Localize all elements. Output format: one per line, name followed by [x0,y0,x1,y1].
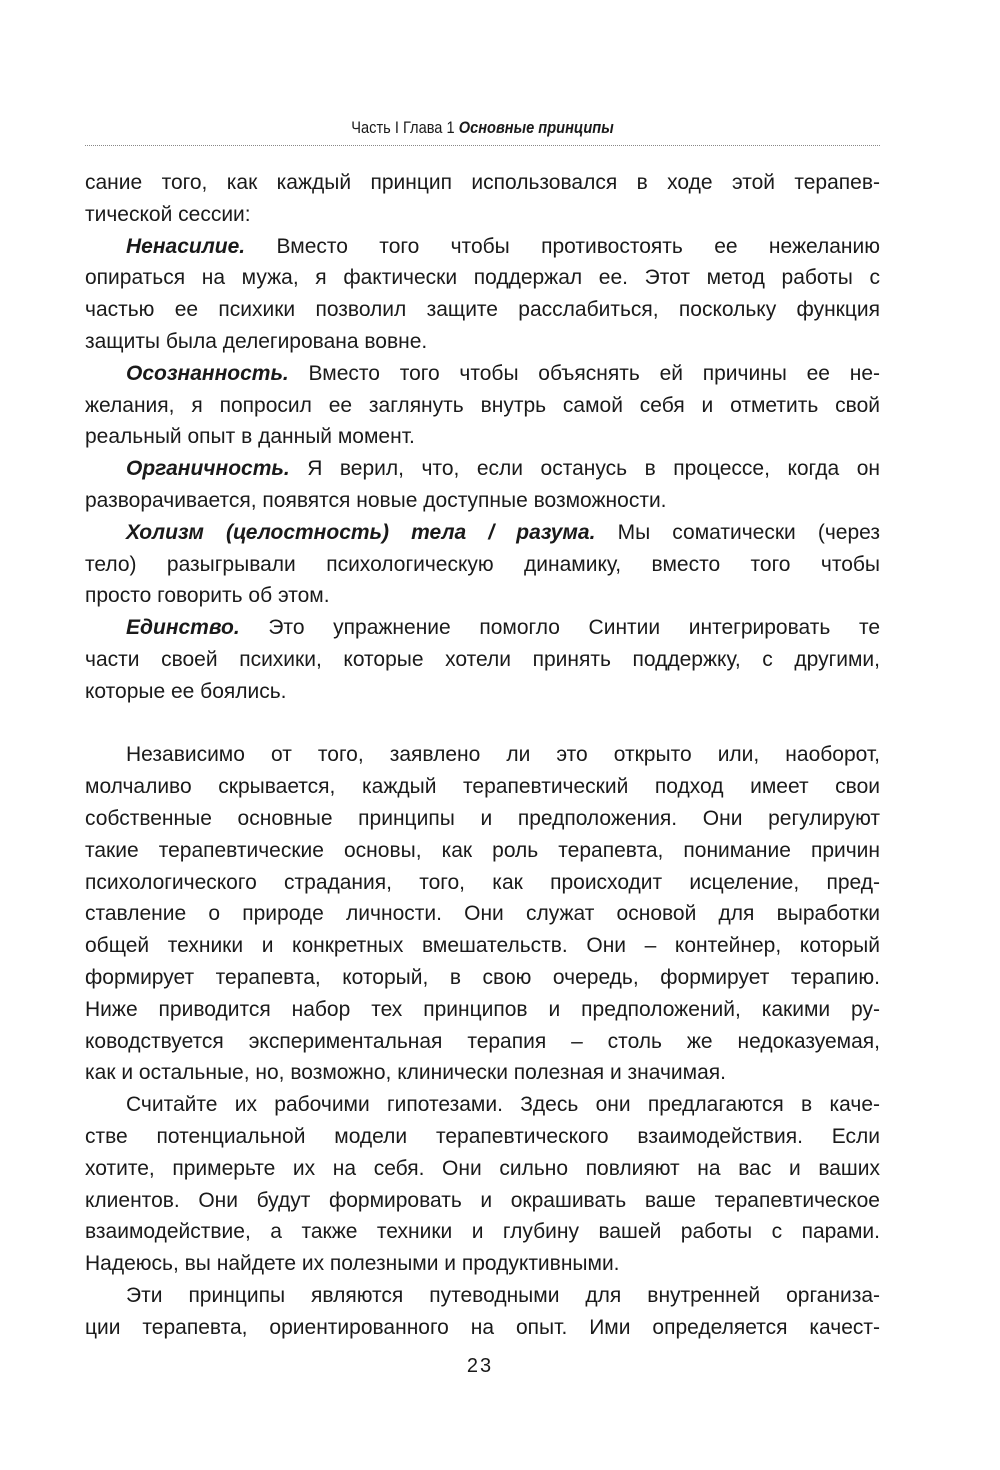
text-line [85,358,880,390]
text-line [85,962,880,994]
line-text: психологического страдания, того, как происходит исцеление, пред- [85,870,880,894]
text-line [85,262,880,294]
text-line [85,1280,880,1312]
line-text: такие терапевтические основы, как роль терапевта, понимание причин [85,838,880,862]
text-line [85,231,880,263]
running-header [141,118,825,138]
line-text: общей техники и конкретных вмешательств. Они – контейнер, который [85,934,880,958]
text-line [85,1121,880,1153]
line-text: собственные основные принципы и предположения. Они регулируют [85,806,880,830]
text-line [85,1312,880,1344]
line-text: защиты была делегирована вовне. [85,329,428,353]
text-line [85,1089,880,1121]
header-part: Часть I Глава 1 [351,118,455,137]
principle-term: Органичность. [126,457,290,481]
line-text: ции терапевта, ориентированного на опыт. Ими определяется качест- [85,1315,880,1339]
line-text: молчаливо скрывается, каждый терапевтический подход имеет свои [85,775,880,799]
text-line [85,167,880,199]
line-text: Ниже приводится набор тех принципов и предположений, какими ру- [85,997,880,1021]
text-line [85,930,880,962]
section-gap [85,708,880,740]
line-text: формирует терапевта, который, в свою очередь, формирует терапию. [85,965,880,989]
text-line [85,994,880,1026]
principle-term: Ненасилие. [126,234,246,258]
text-line [85,612,880,644]
header-title: Основные принципы [458,118,614,137]
line-text: Вместо того чтобы противостоять ее нежеланию [245,234,880,258]
text-line [85,453,880,485]
text-line [85,294,880,326]
text-line [85,1216,880,1248]
line-text: желания, я попросил ее заглянуть внутрь самой себя и отметить свой [85,393,880,417]
text-line [85,421,880,453]
text-line [85,485,880,517]
line-text: частью ее психики позволил защите расслабиться, поскольку функция [85,298,880,322]
line-text: просто говорить об этом. [85,584,330,608]
text-line [85,580,880,612]
line-text: взаимодействие, а также техники и глубину вашей работы с парами. [85,1220,880,1244]
line-text: тической сессии: [85,202,251,226]
principle-term: Осознанность. [126,361,289,385]
line-text: тело) разыгрывали психологическую динамику, вместо того чтобы [85,552,880,576]
line-text: хотите, примерьте их на себя. Они сильно повлияют на вас и ваших [85,1156,880,1180]
text-line [85,867,880,899]
line-text: Надеюсь, вы найдете их полезными и продуктивными. [85,1252,620,1276]
text-line [85,549,880,581]
text-line [85,390,880,422]
line-text: разворачивается, появятся новые доступные возможности. [85,488,667,512]
text-line [85,1026,880,1058]
line-text: Мы соматически (через [595,520,881,544]
text-line [85,898,880,930]
text-line [85,1248,880,1280]
text-line [85,771,880,803]
line-text: Считайте их рабочими гипотезами. Здесь они предлагаются в каче- [126,1093,880,1117]
line-text: Независимо от того, заявлено ли это открыто или, наоборот, [126,743,880,767]
text-line [85,1185,880,1217]
line-text: сание того, как каждый принцип использовался в ходе этой терапев- [85,171,880,194]
text-line [85,644,880,676]
line-text: Я верил, что, если останусь в процессе, когда он [289,457,880,481]
principle-term: Единство. [126,616,240,640]
text-line [85,676,880,708]
text-line [85,739,880,771]
line-text: опираться на мужа, я фактически поддержал ее. Этот метод работы с [85,266,880,290]
page-number: 23 [466,1355,494,1377]
text-line [85,1153,880,1185]
line-text: ководствуется экспериментальная терапия – столь же недоказуемая, [85,1029,880,1053]
line-text: Это упражнение помогло Синтии интегрировать те [239,616,880,640]
line-text: реальный опыт в данный момент. [85,425,415,449]
text-line [85,517,880,549]
line-text: стве потенциальной модели терапевтического взаимодействия. Если [85,1124,880,1148]
principle-term: Холизм (целостность) тела / разума. [126,520,596,544]
header-divider [85,145,880,146]
line-text: Вместо того чтобы объяснять ей причины ее не- [288,361,880,385]
line-text: части своей психики, которые хотели принять поддержку, с другими, [85,647,880,671]
line-text: Эти принципы являются путеводными для внутренней организа- [126,1283,880,1307]
text-line [85,803,880,835]
line-text: клиентов. Они будут формировать и окрашивать ваше терапевтическое [85,1188,880,1212]
line-text: как и остальные, но, возможно, клинически полезная и значимая. [85,1061,726,1085]
line-text: ставление о природе личности. Они служат основой для выработки [85,902,880,926]
text-line [85,1057,880,1089]
text-line [85,199,880,231]
text-line [85,326,880,358]
line-text: которые ее боялись. [85,679,287,703]
text-line [85,835,880,867]
page-body [85,167,880,1343]
